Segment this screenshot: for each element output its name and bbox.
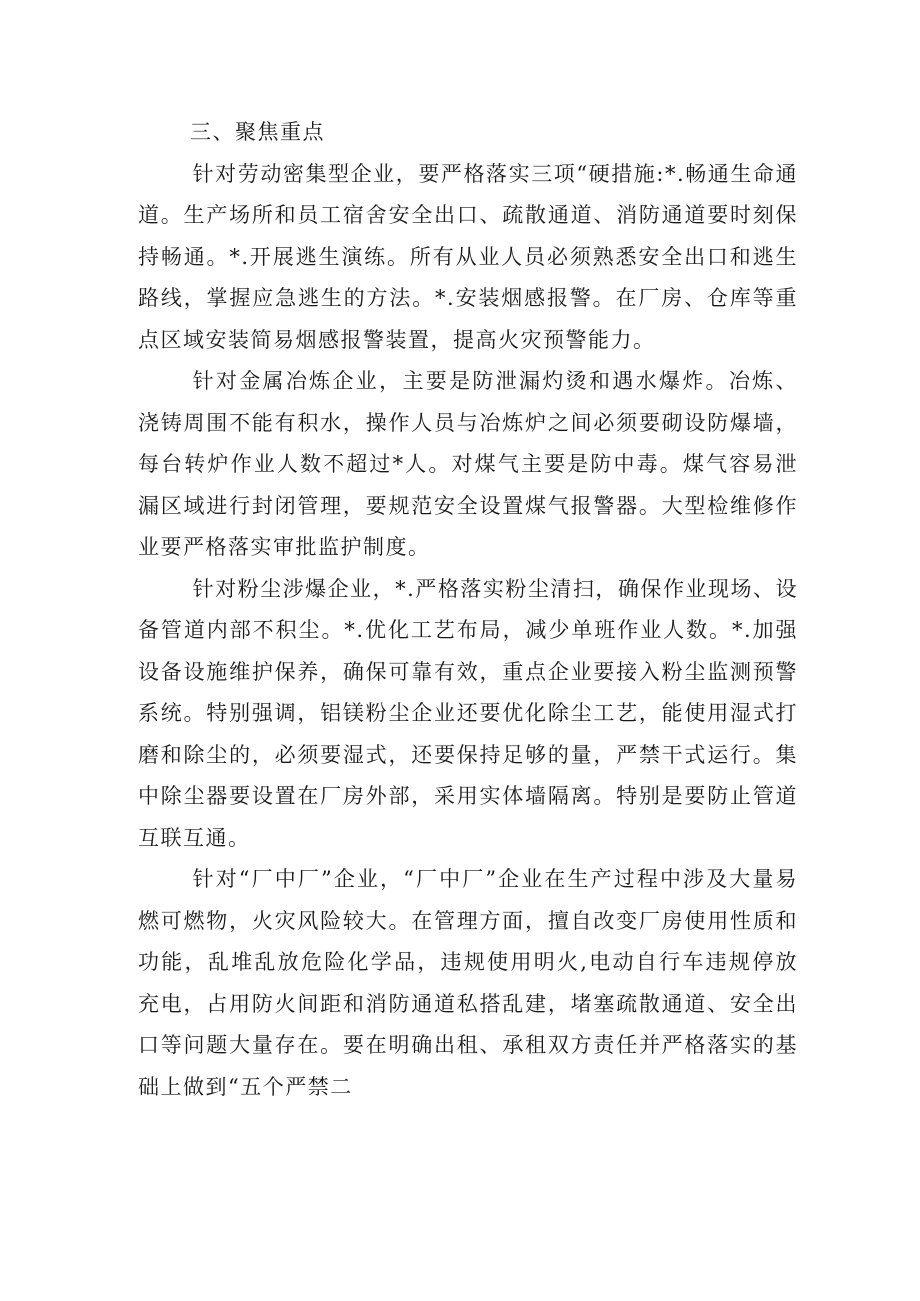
document-body [138, 112, 798, 1108]
paragraph-factory-in-factory: 针对“厂中厂”企业，“厂中厂”企业在生产过程中涉及大量易燃可燃物，火灾风险较大。在管理方面，擅自改变厂房使用性质和功能，乱堆乱放危险化学品，违规使用明火,电动自行车违规停放充电，占用防火间距和消防通道私搭乱建，堵塞疏散通道、安全出口等问题大量存在。要在明确出租、承租双方责任并严格落实的基础上做到“五个严禁二 [138, 867, 798, 1099]
paragraph-dust-explosion: 针对粉尘涉爆企业，*.严格落实粉尘清扫，确保作业现场、设备管道内部不积尘。*.优化工艺布局，减少单班作业人数。*.加强设备设施维护保养，确保可靠有效，重点企业要接入粉尘监测预警系统。特别强调，铝镁粉尘企业还要优化除尘工艺，能使用湿式打磨和除尘的，必须要湿式，还要保持足够的量，严禁干式运行。集中除尘器要设置在厂房外部，采用实体墙隔离。特别是要防止管道互联互通。 [138, 576, 798, 850]
section-heading: 三、聚焦重点 [190, 120, 325, 144]
paragraph-metal-smelting: 针对金属冶炼企业，主要是防泄漏灼烫和遇水爆炸。冶炼、浇铸周围不能有积水，操作人员与冶炼炉之间必须要砌设防爆墙，每台转炉作业人数不超过*人。对煤气主要是防中毒。煤气容易泄漏区域进行封闭管理，要规范安全设置煤气报警器。大型检维修作业要严格落实审批监护制度。 [138, 369, 798, 559]
paragraph-labor-intensive: 针对劳动密集型企业，要严格落实三项“硬措施:*.畅通生命通道。生产场所和员工宿舍安全出口、疏散通道、消防通道要时刻保持畅通。*.开展逃生演练。所有从业人员必须熟悉安全出口和逃生路线，掌握应急逃生的方法。*.安装烟感报警。在厂房、仓库等重点区域安装简易烟感报警装置，提高火灾预警能力。 [138, 161, 798, 352]
